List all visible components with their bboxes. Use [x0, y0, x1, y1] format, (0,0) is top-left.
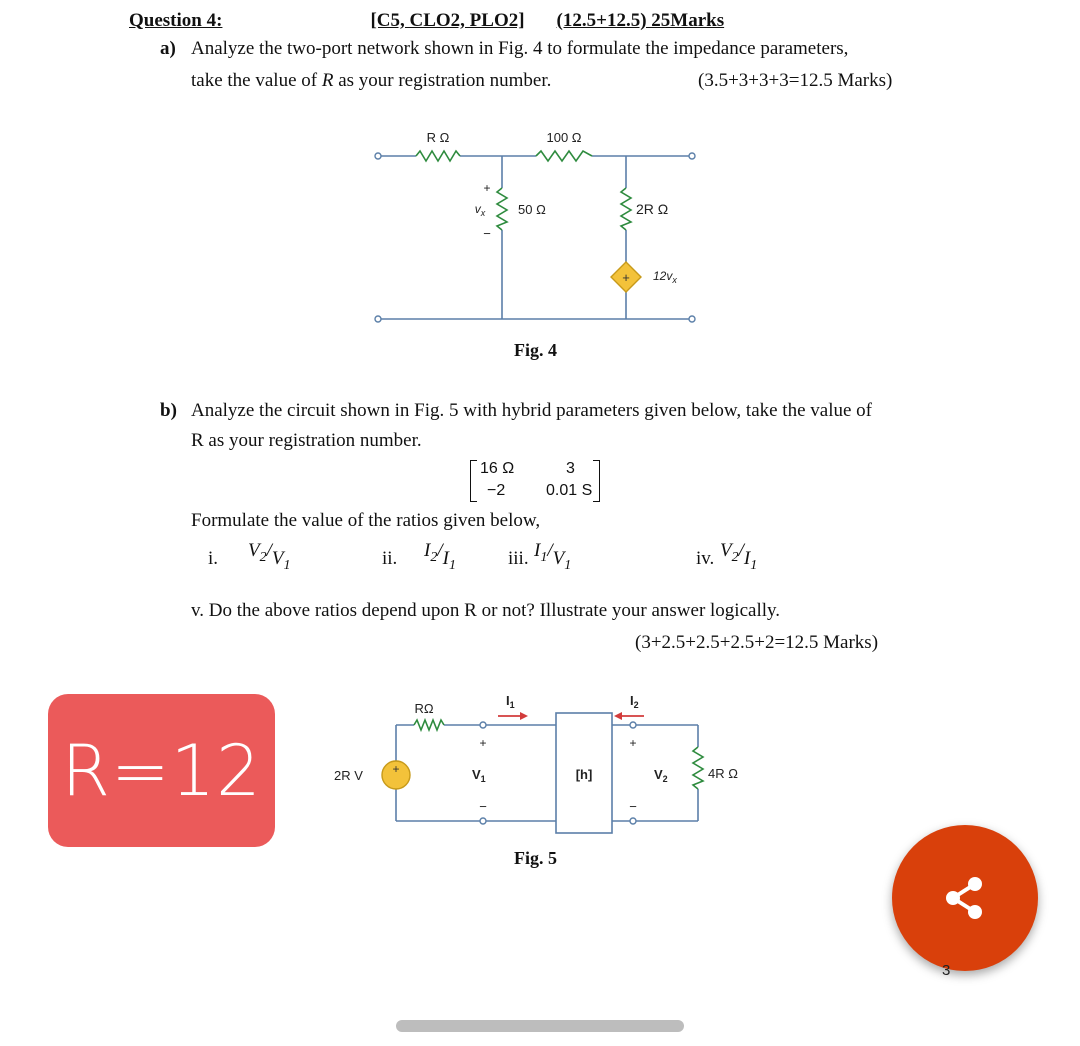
fig5-label-v1: [472, 767, 486, 784]
h-matrix: [470, 458, 600, 504]
fig4-label-r: R Ω: [426, 130, 450, 145]
part-a-label: a): [160, 38, 176, 59]
ratio-iv-num: iv.: [696, 548, 715, 569]
fig4-source-sign: +: [622, 270, 630, 285]
matrix-a22: 0.01 S: [546, 482, 593, 499]
fig4-source-sub: x: [672, 275, 677, 285]
fig4-caption: Fig. 4: [514, 340, 557, 360]
share-button[interactable]: [892, 825, 1038, 971]
ratio-iv-bot-sub: 1: [750, 557, 758, 573]
ratio-i-top: V: [248, 540, 260, 561]
ratio-ii: $I_2/I_1$: [424, 540, 456, 573]
fig5-label-source: 2R V: [334, 768, 363, 783]
matrix-bracket-left: [470, 460, 477, 502]
fig5-v1-sub: 1: [480, 774, 486, 784]
ratio-ii-top-sub: 2: [430, 549, 438, 565]
fig4-resistors: [416, 151, 631, 230]
fig4-vx-label: [475, 202, 486, 218]
ratio-i-bottom: [271, 548, 291, 573]
fig5-circuit: [320, 685, 760, 835]
fig4-terminals: [375, 153, 695, 322]
fig5-source-sign: +: [392, 762, 400, 776]
ratio-i: $V_2/V_1$: [248, 540, 291, 573]
ratio-iii: $I_1/V_1$: [534, 540, 572, 573]
fig5-i2-letter: I: [630, 693, 634, 708]
part-b-formulate: Formulate the value of the ratios given below,: [191, 510, 541, 531]
matrix-a12: 3: [566, 460, 575, 477]
fig5-v1-plus: +: [479, 736, 487, 750]
ratio-iii-top: I: [534, 540, 541, 561]
fig5-label-i2: [630, 693, 639, 710]
question-number: Question 4:: [129, 10, 223, 31]
fig4-resistor-100: [536, 151, 592, 161]
part-a-line2: [191, 70, 551, 92]
matrix-bracket-right: [593, 460, 600, 502]
matrix-a11: 16 Ω: [480, 460, 515, 477]
ratio-ii-bottom: [442, 548, 456, 573]
part-a-line1: Analyze the two-port network shown in Fig. 4 to formulate the impedance parameters,: [191, 38, 849, 59]
ratio-i-top-sub: 2: [259, 549, 267, 565]
share-icon: [939, 872, 991, 924]
question-marks: (12.5+12.5) 25Marks: [556, 10, 725, 31]
part-a-line2-r: R: [321, 70, 334, 91]
fig5-label-i1: [506, 693, 515, 710]
fig4-vx-minus: −: [483, 226, 491, 241]
ratio-i-bot-sub: 1: [283, 557, 291, 573]
fig5-wires: [396, 713, 698, 833]
ratio-iii-top-sub: 1: [540, 549, 548, 565]
part-b-label: b): [160, 400, 177, 421]
fig4-circuit: [360, 120, 720, 340]
part-a-line2-pre: take the value of: [191, 70, 322, 91]
ratio-iv-top: V: [720, 540, 732, 561]
ratio-iii-bot-sub: 1: [564, 557, 572, 573]
fig4-resistor-50: [497, 188, 507, 230]
fig5-label-v2: [654, 767, 668, 784]
fig5-resistor-r: [414, 720, 444, 730]
ratio-iv-bot: I: [743, 548, 751, 569]
fig4-resistor-r: [416, 151, 460, 161]
fig5-i2-sub: 2: [633, 700, 639, 710]
ratio-iv-top-sub: 2: [731, 549, 739, 565]
fig5-v1-letter: V: [472, 767, 481, 782]
fig5-v2-sub: 2: [662, 774, 668, 784]
fig4-resistor-2r: [621, 188, 631, 230]
ratio-ii-num: ii.: [382, 548, 398, 569]
ratio-i-num: i.: [208, 548, 219, 569]
fig5-label-h: [h]: [575, 767, 593, 782]
ratio-iii-bottom: [552, 548, 572, 573]
part-b-question-v: v. Do the above ratios depend upon R or not? Illustrate your answer logically.: [191, 600, 781, 621]
fig5-v2-letter: V: [654, 767, 663, 782]
ratio-iv-bottom: [743, 548, 758, 573]
home-indicator[interactable]: [396, 1020, 684, 1032]
fig5-label-r: RΩ: [414, 701, 434, 716]
part-a-marks: (3.5+3+3+3=12.5 Marks): [698, 70, 893, 91]
fig4-label-2r: 2R Ω: [636, 201, 669, 217]
fig4-wires: [380, 156, 690, 319]
fig4-vx-plus: +: [483, 181, 491, 195]
fig5-v2-plus: +: [629, 736, 637, 750]
ratio-ii-top: I: [424, 540, 431, 561]
fig4-source-value: 12v: [653, 269, 673, 283]
ratio-iii-num: iii.: [508, 548, 529, 569]
part-a-line2-post: as your registration number.: [333, 70, 552, 91]
fig5-v2-minus: −: [629, 799, 637, 814]
fig5-v1-minus: −: [479, 799, 487, 814]
ratio-ii-bot: I: [442, 548, 449, 569]
ratios-row: [208, 540, 808, 580]
page-number: 3: [942, 962, 951, 979]
fig4-vx-v: v: [474, 202, 481, 216]
ratio-ii-bot-sub: 1: [448, 557, 456, 573]
question-clo: [C5, CLO2, PLO2]: [370, 10, 525, 31]
question-header: [129, 10, 724, 32]
ratio-i-bot: V: [271, 548, 284, 569]
registration-badge: R=12: [48, 694, 275, 847]
fig4-source-label: [653, 269, 677, 285]
fig4-label-50: 50 Ω: [518, 202, 546, 217]
fig5-resistor-4r: [693, 747, 703, 789]
part-b-line1: Analyze the circuit shown in Fig. 5 with hybrid parameters given below, take the value of: [191, 400, 872, 421]
fig4-vx-sub: x: [480, 208, 486, 218]
fig5-caption: Fig. 5: [514, 848, 557, 868]
ratio-iii-bot: V: [552, 548, 565, 569]
fig5-label-4r: 4R Ω: [708, 766, 738, 781]
ratio-iv: $V_2/I_1$: [720, 540, 758, 573]
part-b-marks: (3+2.5+2.5+2.5+2=12.5 Marks): [635, 632, 879, 653]
matrix-a21: −2: [487, 482, 506, 499]
fig5-i1-letter: I: [506, 693, 510, 708]
fig4-label-100: 100 Ω: [546, 130, 582, 145]
fig5-i1-sub: 1: [509, 700, 515, 710]
part-b-line2: R as your registration number.: [191, 430, 422, 451]
